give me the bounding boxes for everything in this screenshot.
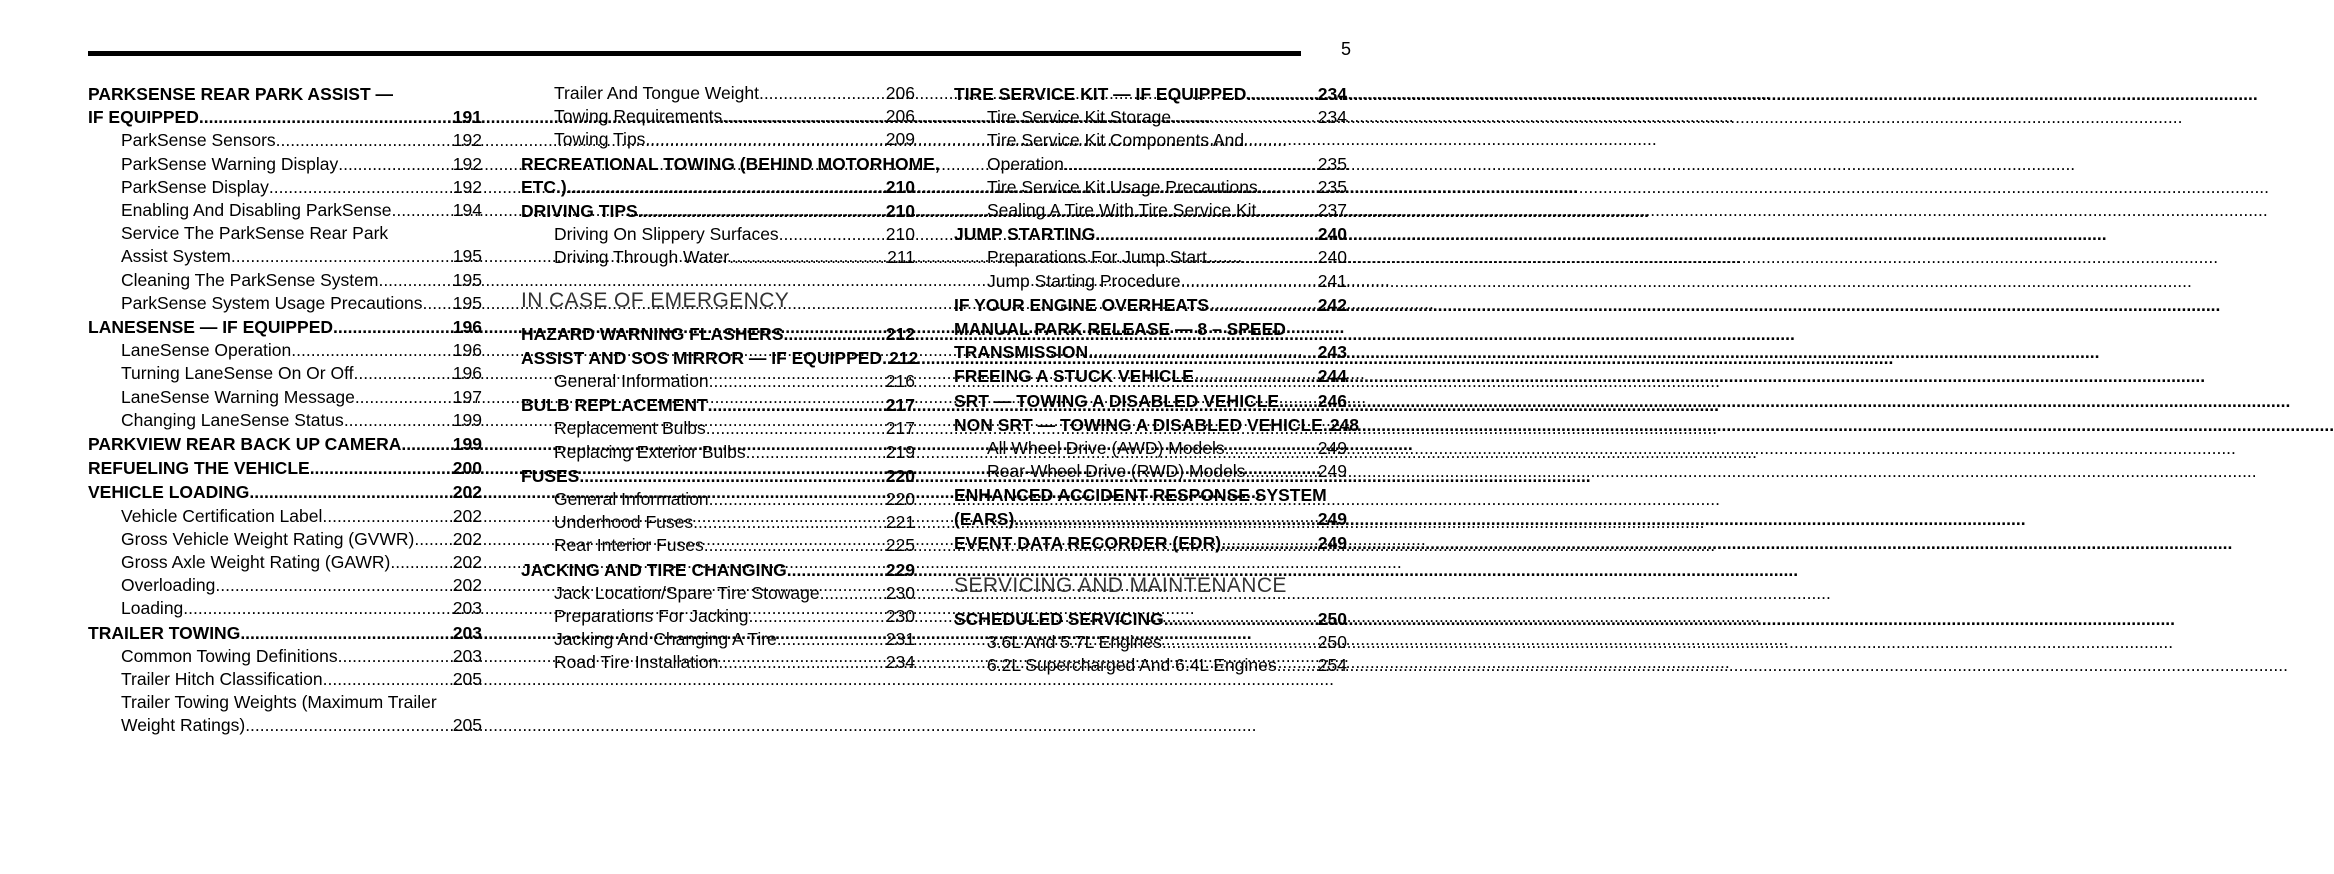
toc-subentry[interactable] [88,691,482,737]
toc-page-number: 240 [1317,247,1347,268]
toc-page-number: 250 [1317,632,1347,653]
dot-leader [310,457,452,480]
toc-page-number: 202 [452,505,482,526]
toc-entry-title: Turning LaneSense On Or Off [121,363,354,384]
toc-subentry[interactable] [954,460,1347,483]
toc-page-number: 249 [1317,508,1347,529]
dot-leader [231,245,452,268]
dot-leader [1225,437,1317,460]
toc-entry-title: SRT — TOWING A DISABLED VEHICLE [954,390,1280,411]
toc-page-number: 230 [885,606,915,627]
toc-entry-title: TRANSMISSION [954,342,1089,363]
toc-entry-title-line: PARKSENSE REAR PARK ASSIST — [88,84,393,104]
toc-page-number: 217 [885,418,915,439]
toc-entry-title: Operation [987,153,1064,174]
dot-leader [645,128,884,151]
toc-subentry[interactable] [88,222,482,268]
toc-entry[interactable] [88,83,482,129]
toc-entry-title: Weight Ratings) [121,715,246,736]
toc-entry-title: LaneSense Operation [121,340,292,361]
toc-page-number: 249 [1317,461,1347,482]
dot-leader [291,339,452,362]
dot-leader [1088,341,1317,364]
dot-leader [391,199,451,222]
toc-page-number: 235 [1317,176,1347,197]
dot-leader [1279,390,1317,413]
toc-subentry[interactable] [954,654,1347,677]
toc-entry-title: Overloading [121,575,216,596]
toc-entry-title: Assist System [121,246,231,267]
toc-entry-title: Replacement Bulbs [554,418,706,439]
dot-leader [240,622,451,645]
toc-column-1 [88,82,482,738]
dot-leader [322,505,451,528]
toc-entry-title: General Information [554,489,709,510]
dot-leader [1164,608,1317,631]
toc-entry-title: Rear Interior Fuses [554,535,704,556]
toc-entry-title: (EARS) [954,508,1015,529]
toc-subentry[interactable] [88,528,482,551]
toc-entry-title: EVENT DATA RECORDER (EDR) [954,532,1222,553]
dot-leader [199,106,452,129]
dot-leader [414,528,451,551]
toc-entry-title: Changing LaneSense Status [121,409,344,430]
toc-subentry[interactable] [954,437,1347,460]
dot-leader [276,129,452,152]
dot-leader [1207,246,1317,269]
toc-subentry[interactable] [521,441,915,464]
toc-entry[interactable] [954,223,1347,246]
toc-subentry[interactable] [954,106,1347,129]
dot-leader [1221,532,1317,555]
dot-leader [1181,270,1317,293]
toc-entry[interactable] [521,153,940,199]
toc-page-number: 230 [885,582,915,603]
toc-entry[interactable] [521,323,915,346]
dot-leader [746,441,885,464]
toc-entry-title: FREEING A STUCK VEHICLE [954,366,1194,387]
toc-entry-title: LaneSense Warning Message [121,386,355,407]
toc-page-number: 241 [1317,270,1347,291]
dot-leader [1014,508,1317,531]
toc-subentry[interactable] [88,339,482,362]
toc-subentry[interactable] [88,153,482,176]
toc-page-number: 205 [452,715,482,736]
toc-subentry[interactable] [521,223,915,246]
toc-page-number: 199 [452,409,482,430]
toc-page-number: 210 [885,201,915,222]
toc-entry-title: Enabling And Disabling ParkSense [121,200,392,221]
toc-entry-title: ParkSense System Usage Precautions [121,292,423,313]
toc-page-number: 219 [885,441,915,462]
toc-entry[interactable] [954,608,1347,631]
toc-page-number: 212 [885,323,915,344]
toc-subentry[interactable] [88,176,482,199]
toc-subentry[interactable] [954,246,1347,269]
toc-entry-title: Gross Vehicle Weight Rating (GVWR) [121,528,415,549]
toc-page-number: 244 [1317,366,1347,387]
toc-entry-title: Driving On Slippery Surfaces [554,224,779,245]
toc-entry-title: Jacking And Changing A Tire [554,629,777,650]
toc-entry[interactable] [521,559,915,582]
dot-leader [579,465,884,488]
toc-subentry[interactable] [88,645,482,668]
dot-leader [1171,106,1317,129]
toc-subentry[interactable] [521,246,915,269]
toc-page-number: 209 [885,129,915,150]
toc-subentry[interactable] [521,582,915,605]
toc-page-number: 231 [885,629,915,650]
toc-entry[interactable] [954,365,1347,388]
toc-page-number: 200 [452,458,482,479]
toc-page-number: 199 [452,434,482,455]
toc-subentry[interactable] [521,511,915,534]
toc-entry[interactable] [88,481,482,504]
toc-entry-title: Towing Requirements [554,106,723,127]
toc-page-number: 243 [1317,342,1347,363]
dot-leader [1245,460,1316,483]
toc-entry-title: Tire Service Kit Storage [987,107,1172,128]
dot-leader [820,582,885,605]
dot-leader [1064,153,1317,176]
dot-leader [355,386,452,409]
toc-page-number: 194 [452,200,482,221]
toc-entry-title: Trailer And Tongue Weight [554,83,759,103]
toc-subentry[interactable] [521,488,915,511]
toc-entry-title: Vehicle Certification Label [121,505,323,526]
dot-leader [390,551,451,574]
dot-leader [1256,199,1316,222]
dot-leader [1095,223,1316,246]
toc-subentry[interactable] [88,386,482,409]
toc-entry-title: Underhood Fuses [554,512,694,533]
toc-page-number: 202 [452,575,482,596]
dot-leader [567,176,885,199]
toc-entry-title: JACKING AND TIRE CHANGING [521,559,787,580]
toc-page-number: 203 [452,622,482,643]
toc-entry-title: General Information [554,371,709,392]
dot-leader [338,645,452,668]
toc-subentry[interactable] [954,270,1347,293]
dot-leader [638,200,885,223]
toc-page-number: 210 [885,224,915,245]
toc-subentry[interactable] [521,82,915,105]
toc-page-number: 197 [452,386,482,407]
toc-entry-title: Trailer Hitch Classification [121,669,323,690]
toc-entry-title: Replacing Exterior Bulbs [554,441,746,462]
toc-subentry[interactable] [521,370,915,393]
dot-leader [704,534,885,557]
toc-page-number: 220 [885,489,915,510]
dot-leader [718,651,884,674]
toc-page-number: 195 [452,292,482,313]
section-heading: SERVICING AND MAINTENANCE [954,574,1287,598]
toc-page-number: 216 [885,371,915,392]
toc-entry[interactable] [954,318,1347,364]
toc-entry-title: TRAILER TOWING [88,622,241,643]
toc-page-number: 242 [1317,294,1347,315]
dot-leader [1194,365,1317,388]
toc-entry-title: REFUELING THE VEHICLE [88,458,310,479]
toc-subentry[interactable] [88,597,482,620]
toc-entry-title: Jack Location/Spare Tire Stowage [554,582,820,603]
toc-page-number: 234 [885,652,915,673]
toc-entry-title: 3.6L And 5.7L Engines [987,632,1162,653]
page-number: 5 [1341,39,1352,59]
toc-page-number: 254 [1317,655,1347,676]
toc-entry-title: Preparations For Jacking [554,606,749,627]
toc-page-number: 211 [887,247,915,268]
toc-subentry[interactable] [88,409,482,432]
dot-leader [423,292,452,315]
toc-entry[interactable] [521,394,915,417]
toc-entry-title: Jump Starting Procedure [987,270,1181,291]
toc-entry[interactable] [88,622,482,645]
toc-page-number: 234 [1317,107,1347,128]
dot-leader [709,488,885,511]
toc-page-number: 192 [452,153,482,174]
toc-page-number: 202 [452,552,482,573]
toc-subentry[interactable] [521,128,915,151]
toc-page-number: 191 [452,107,482,128]
toc-entry-title-line: Trailer Towing Weights (Maximum Trailer [121,692,437,713]
toc-subentry[interactable] [88,269,482,292]
toc-entry-title: Towing Tips [554,129,646,150]
toc-page-number: 240 [1317,224,1347,245]
toc-subentry[interactable] [88,551,482,574]
dot-leader [245,714,452,737]
toc-subentry[interactable] [521,417,915,440]
dot-leader [779,223,885,246]
toc-subentry[interactable] [88,362,482,385]
toc-entry[interactable] [88,433,482,456]
toc-subentry[interactable] [521,534,915,557]
dot-leader [784,323,885,346]
toc-entry-title: Driving Through Water [554,247,730,268]
toc-entry[interactable] [88,316,482,339]
toc-page-number: 202 [452,482,482,503]
toc-page-number: 203 [452,598,482,619]
dot-leader [354,362,452,385]
toc-page-number: 235 [1317,153,1347,174]
toc-entry[interactable] [954,390,1347,413]
toc-page-number: 229 [885,559,915,580]
toc-entry-title: Loading [121,598,184,619]
toc-subentry[interactable] [88,574,482,597]
toc-entry-title: TIRE SERVICE KIT — IF EQUIPPED [954,84,1247,104]
toc-page-number: 237 [1317,200,1347,221]
toc-subentry[interactable] [954,199,1347,222]
dot-leader [333,316,452,339]
toc-page-number: 206 [885,106,915,127]
toc-entry[interactable] [954,294,1347,317]
dot-leader [1209,294,1317,317]
toc-page-number: 192 [452,130,482,151]
toc-column-2 [521,82,940,675]
toc-page-number: 221 [885,512,915,533]
dot-leader [722,105,885,128]
toc-entry[interactable] [521,200,915,223]
dot-leader [693,511,885,534]
dot-leader [269,176,452,199]
toc-entry-title: PARKVIEW REAR BACK UP CAMERA [88,434,402,455]
toc-subentry[interactable] [521,651,915,674]
toc-page-number: 246 [1317,390,1347,411]
toc-subentry[interactable] [954,129,1347,175]
section-heading: IN CASE OF EMERGENCY [521,288,790,312]
toc-entry-title: ParkSense Sensors [121,130,276,151]
toc-entry-title: Gross Axle Weight Rating (GAWR) [121,552,391,573]
toc-subentry[interactable] [88,199,482,222]
toc-entry-title: IF EQUIPPED [88,107,199,128]
dot-leader [378,269,451,292]
toc-entry-title: DRIVING TIPS [521,201,638,222]
dot-leader [401,433,451,456]
toc-entry[interactable] [521,347,919,370]
toc-subentry[interactable] [521,105,915,128]
toc-page-number: 205 [452,669,482,690]
toc-entry-title: JUMP STARTING [954,224,1096,245]
toc-page-number: 225 [885,535,915,556]
toc-entry[interactable] [88,457,482,480]
toc-page-number: 202 [452,528,482,549]
dot-leader [1277,654,1317,677]
toc-entry-title: All Wheel Drive (AWD) Models [987,438,1225,459]
toc-entry-title: Tire Service Kit Usage Precautions [987,176,1258,197]
toc-entry-title: FUSES [521,465,580,486]
toc-page-number: 195 [452,269,482,290]
toc-page-number: 206 [885,83,915,103]
dot-leader [323,668,452,691]
dot-leader [1258,176,1317,199]
toc-entry-title-line: Tire Service Kit Components And [987,130,1245,151]
toc-subentry[interactable] [88,292,482,315]
toc-entry-title-line: Service The ParkSense Rear Park [121,223,389,244]
toc-page-number: 196 [452,317,482,338]
toc-page-number: 192 [452,176,482,197]
toc-entry-title: Common Towing Definitions [121,645,338,666]
toc-entry-title: Preparations For Jump Start [987,247,1207,268]
dot-leader [709,370,885,393]
toc-entry-title-line: ENHANCED ACCIDENT RESPONSE SYSTEM [954,485,1327,506]
dot-leader [759,82,885,105]
toc-entry-title: ParkSense Warning Display [121,153,339,174]
dot-leader [787,559,885,582]
toc-page-number: 196 [452,363,482,384]
toc-entry-title: 6.2L Supercharged And 6.4L Engines [987,655,1277,676]
toc-entry-title: IF YOUR ENGINE OVERHEATS [954,294,1210,315]
toc-entry-title: ETC.) [521,176,567,197]
toc-entry[interactable] [521,465,915,488]
dot-leader [215,574,451,597]
toc-entry[interactable] [954,414,1360,437]
toc-entry[interactable] [954,532,1347,555]
toc-entry-title: HAZARD WARNING FLASHERS [521,323,784,344]
toc-entry-title-line: MANUAL PARK RELEASE — 8 – SPEED [954,319,1286,340]
toc-column-3 [954,82,1360,678]
toc-subentry[interactable] [88,505,482,528]
toc-entry-title-line: RECREATIONAL TOWING (BEHIND MOTORHOME, [521,153,940,174]
toc-subentry[interactable] [88,129,482,152]
toc-entry-title: NON SRT — TOWING A DISABLED VEHICLE [954,414,1323,435]
toc-page-number: 234 [1317,84,1347,104]
toc-entry[interactable] [954,83,1347,106]
dot-leader [729,246,886,269]
toc-page-number: 250 [1317,609,1347,630]
dot-leader [706,417,885,440]
toc-entry-title: LANESENSE — IF EQUIPPED [88,317,334,338]
toc-entry-title: ASSIST AND SOS MIRROR — IF EQUIPPED [521,347,883,368]
toc-page-number: 210 [885,176,915,197]
toc-page-number: 203 [452,645,482,666]
toc-subentry[interactable] [521,628,915,651]
header-rule [88,51,1301,56]
toc-subentry[interactable] [954,631,1347,654]
toc-entry-title: Cleaning The ParkSense System [121,269,379,290]
toc-entry-title: Rear-Wheel Drive (RWD) Models [987,461,1246,482]
toc-subentry[interactable] [521,605,915,628]
toc-subentry[interactable] [954,176,1347,199]
toc-entry-title: SCHEDULED SERVICING [954,609,1164,630]
toc-entry-title: Sealing A Tire With Tire Service Kit [987,200,1257,221]
dot-leader [777,628,885,651]
toc-page-number: 212 [889,347,919,368]
dot-leader [1246,83,1316,106]
toc-entry-title: ParkSense Display [121,176,269,197]
dot-leader [344,409,452,432]
toc-page-number: 195 [452,246,482,267]
toc-entry[interactable] [954,484,1347,530]
dot-leader [338,153,452,176]
toc-page-number: 249 [1317,532,1347,553]
toc-page-number: 248 [1329,414,1360,435]
toc-page-number: 196 [452,340,482,361]
toc-page-number: 249 [1317,438,1347,459]
toc-entry-title: Road Tire Installation [554,652,719,673]
toc-page-number: 220 [885,465,915,486]
dot-leader [708,394,885,417]
dot-leader [183,597,452,620]
toc-page-number: 217 [885,395,915,416]
dot-leader [249,481,451,504]
toc-entry-title: VEHICLE LOADING [88,482,250,503]
toc-subentry[interactable] [88,668,482,691]
dot-leader [1162,631,1317,654]
toc-entry-title: BULB REPLACEMENT [521,395,708,416]
dot-leader [749,605,885,628]
